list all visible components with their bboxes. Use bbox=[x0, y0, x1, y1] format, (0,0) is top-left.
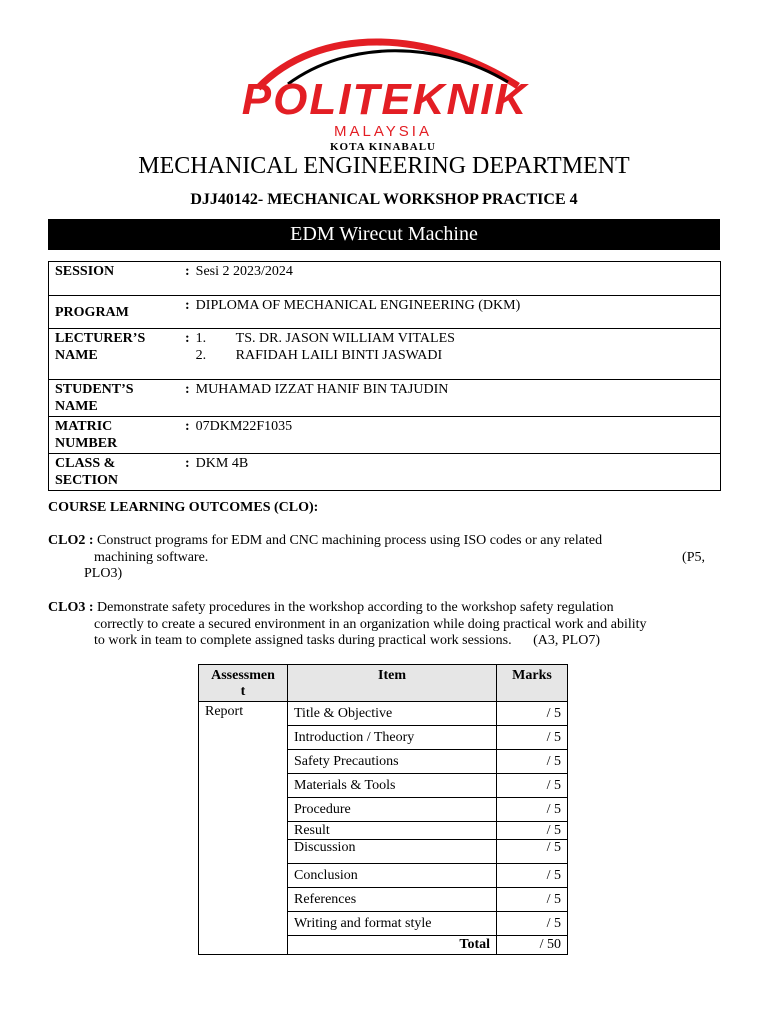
clo2-block bbox=[48, 533, 705, 583]
course-title: DJJ40142- MECHANICAL WORKSHOP PRACTICE 4 bbox=[190, 191, 578, 208]
clo2-line3: PLO3) bbox=[84, 566, 123, 581]
marks-header: Marks bbox=[497, 665, 568, 702]
clo3-code: CLO3 : bbox=[48, 600, 94, 615]
session-row bbox=[49, 262, 721, 296]
clo3-line3: to work in team to complete assigned tasks during practical work sessions. bbox=[94, 633, 512, 648]
assessment-category: Report bbox=[199, 702, 288, 955]
item-header: Item bbox=[288, 665, 497, 702]
assessment-header-row bbox=[199, 665, 568, 702]
marks-cell: / 5 bbox=[497, 750, 568, 774]
clo2-line2: machining software. bbox=[94, 549, 209, 565]
clo3-line2: correctly to create a secured environment in an organization while doing practical work and ability bbox=[94, 616, 647, 632]
clo3-line1: Demonstrate safety procedures in the workshop according to the workshop safety regulation bbox=[97, 600, 614, 615]
department-title: MECHANICAL ENGINEERING DEPARTMENT bbox=[138, 153, 630, 179]
colon: : bbox=[183, 262, 192, 296]
student-label-line2: NAME bbox=[55, 399, 98, 414]
item-cell: Materials & Tools bbox=[288, 774, 497, 798]
lecturer-name: TS. DR. JASON WILLIAM VITALES bbox=[235, 331, 455, 346]
clo3-block bbox=[48, 600, 705, 650]
lecturer-value bbox=[192, 329, 721, 380]
program-row bbox=[49, 296, 721, 329]
colon: : bbox=[183, 329, 192, 380]
student-label bbox=[49, 380, 184, 417]
item-cell: References bbox=[288, 888, 497, 912]
lecturer-number: 1. bbox=[195, 331, 207, 346]
marks-cell: / 5 bbox=[497, 798, 568, 822]
matric-row bbox=[49, 417, 721, 454]
marks-cell: / 5 bbox=[497, 702, 568, 726]
item-cell: Discussion bbox=[288, 840, 497, 864]
clo2-code: CLO2 : bbox=[48, 533, 94, 548]
colon: : bbox=[183, 380, 192, 417]
class-label bbox=[49, 454, 184, 491]
session-label: SESSION bbox=[49, 262, 184, 296]
logo-word: POLITEKNIK bbox=[241, 75, 529, 124]
class-value: DKM 4B bbox=[192, 454, 721, 491]
matric-label-line2: NUMBER bbox=[55, 436, 118, 451]
class-label-line1: CLASS & bbox=[55, 456, 116, 471]
matric-label bbox=[49, 417, 184, 454]
matric-value: 07DKM22F1035 bbox=[192, 417, 721, 454]
student-info-table bbox=[48, 261, 721, 491]
logo-city: KOTA KINABALU bbox=[329, 141, 436, 153]
marks-cell: / 5 bbox=[497, 726, 568, 750]
clo2-line1: Construct programs for EDM and CNC machining process using ISO codes or any related bbox=[97, 533, 603, 548]
item-cell: Introduction / Theory bbox=[288, 726, 497, 750]
marks-cell: / 5 bbox=[497, 840, 568, 864]
item-cell: Procedure bbox=[288, 798, 497, 822]
program-label: PROGRAM bbox=[49, 296, 184, 329]
lecturer-row bbox=[49, 329, 721, 380]
total-label: Total bbox=[288, 936, 497, 955]
assessment-table bbox=[198, 664, 568, 955]
item-cell: Result bbox=[288, 822, 497, 840]
politeknik-logo bbox=[228, 36, 538, 153]
class-row bbox=[49, 454, 721, 491]
marks-cell: / 5 bbox=[497, 864, 568, 888]
lecturer-label bbox=[49, 329, 184, 380]
lecturer-name: RAFIDAH LAILI BINTI JASWADI bbox=[235, 348, 443, 363]
total-marks: / 50 bbox=[497, 936, 568, 955]
colon: : bbox=[183, 454, 192, 491]
table-row bbox=[199, 702, 568, 726]
session-value: Sesi 2 2023/2024 bbox=[192, 262, 721, 296]
clo3-tag: (A3, PLO7) bbox=[533, 633, 600, 648]
item-cell: Safety Precautions bbox=[288, 750, 497, 774]
lecturer-number: 2. bbox=[195, 348, 207, 363]
marks-cell: / 5 bbox=[497, 912, 568, 936]
colon: : bbox=[183, 296, 192, 329]
clo2-tag: (P5, bbox=[682, 549, 705, 565]
program-value: DIPLOMA OF MECHANICAL ENGINEERING (DKM) bbox=[192, 296, 721, 329]
marks-cell: / 5 bbox=[497, 822, 568, 840]
assessment-header-line1: Assessmen bbox=[211, 668, 275, 683]
title-banner: EDM Wirecut Machine bbox=[48, 219, 720, 250]
lecturer-item bbox=[196, 347, 714, 364]
lecturer-label-line2: NAME bbox=[55, 348, 98, 363]
logo-subtitle: MALAYSIA bbox=[334, 123, 432, 140]
clo2-line2-row bbox=[48, 550, 705, 567]
marks-cell: / 5 bbox=[497, 774, 568, 798]
matric-label-line1: MATRIC bbox=[55, 419, 113, 434]
student-row bbox=[49, 380, 721, 417]
item-cell: Writing and format style bbox=[288, 912, 497, 936]
lecturer-item bbox=[196, 330, 714, 347]
assessment-header-line2: t bbox=[240, 684, 246, 699]
marks-cell: / 5 bbox=[497, 888, 568, 912]
student-label-line1: STUDENT’S bbox=[55, 382, 134, 397]
colon: : bbox=[183, 417, 192, 454]
item-cell: Conclusion bbox=[288, 864, 497, 888]
clo3-line3-row bbox=[48, 633, 705, 650]
lecturer-label-line1: LECTURER’S bbox=[55, 331, 146, 346]
class-label-line2: SECTION bbox=[55, 473, 119, 488]
clo-heading: COURSE LEARNING OUTCOMES (CLO): bbox=[48, 500, 319, 515]
item-cell: Title & Objective bbox=[288, 702, 497, 726]
assessment-header bbox=[199, 665, 288, 702]
student-value: MUHAMAD IZZAT HANIF BIN TAJUDIN bbox=[192, 380, 721, 417]
